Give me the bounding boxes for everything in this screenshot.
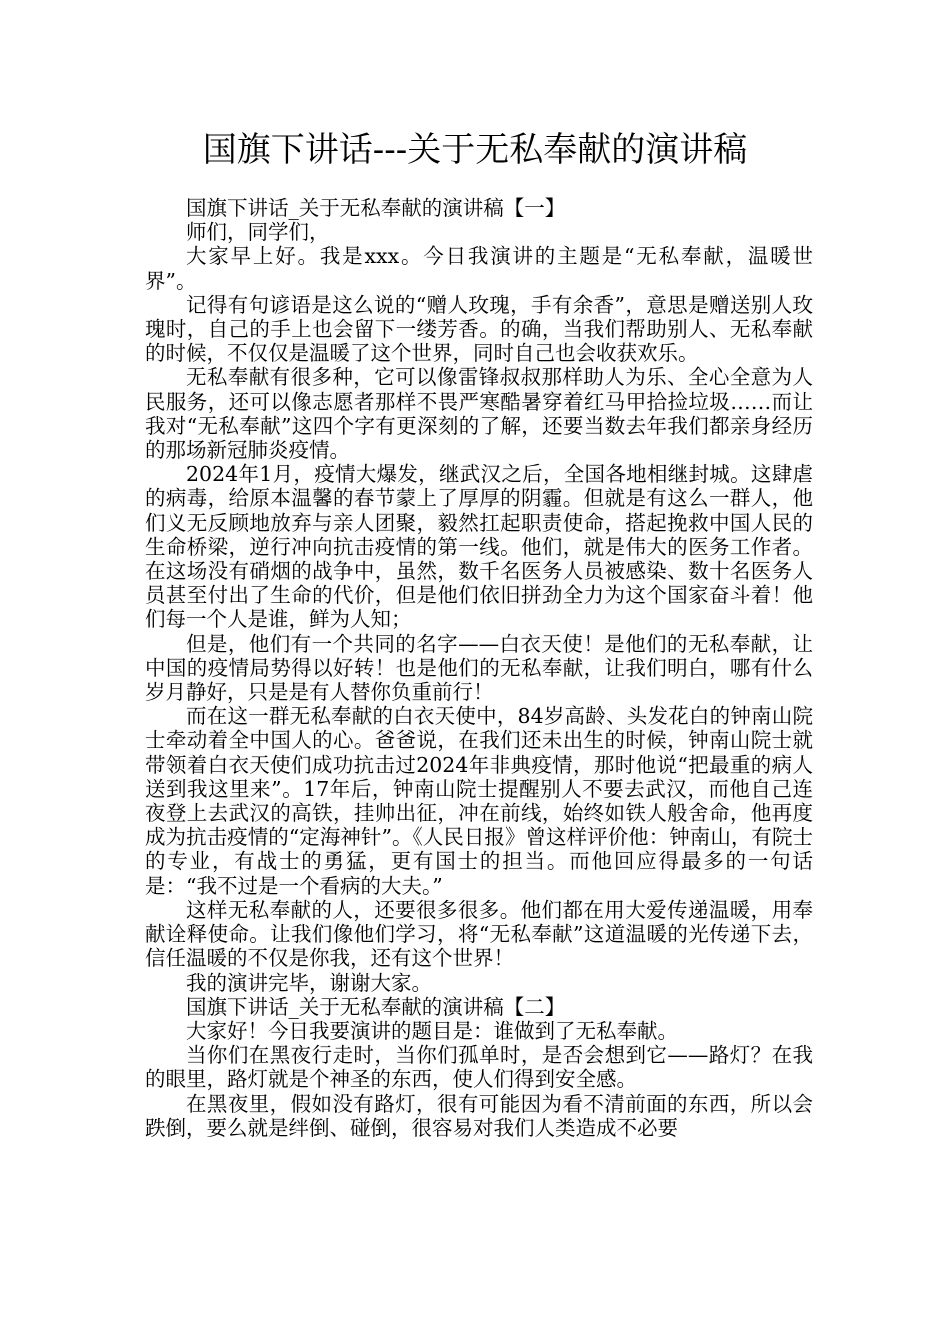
paragraph: 我的演讲完毕，谢谢大家。 <box>186 970 432 995</box>
paragraph: 国旗下讲话_关于无私奉献的演讲稿【一】 <box>186 196 566 220</box>
paragraph: 当你们在黑夜行走时，当你们孤单时，是否会想到它——路灯？在我的眼里，路灯就是个神圣的东西，使人们得到安全感。 <box>145 1043 813 1092</box>
paragraph: 师们，同学们， <box>186 220 330 245</box>
document-body <box>145 196 813 1140</box>
paragraph: 这样无私奉献的人，还要很多很多。他们都在用大爱传递温暖，用奉献诠释使命。让我们像他们学习，将“无私奉献”这道温暖的光传递下去，信任温暖的不仅是你我，还有这个世界！ <box>145 897 813 971</box>
paragraph: 记得有句谚语是这么说的“赠人玫瑰，手有余香”，意思是赠送别人玫瑰时，自己的手上也会留下一缕芳香。的确，当我们帮助别人、无私奉献的时候，不仅仅是温暖了这个世界，同时自己也会收获欢乐。 <box>145 292 813 366</box>
paragraph: 但是，他们有一个共同的名字——白衣天使！是他们的无私奉献，让中国的疫情局势得以好转！也是他们的无私奉献，让我们明白，哪有什么岁月静好，只是是有人替你负重前行！ <box>145 631 813 705</box>
paragraph: 无私奉献有很多种，它可以像雷锋叔叔那样助人为乐、全心全意为人民服务，还可以像志愿者那样不畏严寒酷暑穿着红马甲拾捡垃圾……而让我对“无私奉献”这四个字有更深刻的了解，还要当数去年我们都亲身经历的那场新冠肺炎疫情。 <box>145 365 813 463</box>
paragraph: 大家早上好。我是xxx。今日我演讲的主题是“无私奉献，温暖世界”。 <box>145 244 813 293</box>
paragraph: 在黑夜里，假如没有路灯，很有可能因为看不清前面的东西，所以会跌倒，要么就是绊倒、碰倒，很容易对我们人类造成不必要 <box>145 1091 813 1140</box>
document-title: 国旗下讲话---关于无私奉献的演讲稿 <box>202 130 748 170</box>
paragraph: 2024年1月，疫情大爆发，继武汉之后，全国各地相继封城。这肆虐的病毒，给原本温馨的春节蒙上了厚厚的阴霾。但就是有这么一群人，他们义无反顾地放弃与亲人团聚，毅然扛起职责使命，搭起挽救中国人民的生命桥梁，逆行冲向抗击疫情的第一线。他们，就是伟大的医务工作者。在这场没有硝烟的战争中，虽然，数千名医务人员被感染、数十名医务人员甚至付出了生命的代价，但是他们依旧拼劲全力为这个国家奋斗着！他们每一个人是谁，鲜为人知； <box>145 462 813 632</box>
paragraph: 而在这一群无私奉献的白衣天使中，84岁高龄、头发花白的钟南山院士牵动着全中国人的心。爸爸说，在我们还未出生的时候，钟南山院士就带领着白衣天使们成功抗击过2024年非典疫情，那时他说“把最重的病人送到我这里来”。17年后，钟南山院士提醒别人不要去武汉，而他自己连夜登上去武汉的高铁，挂帅出征，冲在前线，始终如铁人般舍命，他再度成为抗击疫情的“定海神针”。《人民日报》曾这样评价他：钟南山，有院士的专业，有战士的勇猛，更有国士的担当。而他回应得最多的一句话是：“我不过是一个看病的大夫。” <box>145 704 813 898</box>
paragraph: 大家好！今日我要演讲的题目是：谁做到了无私奉献。 <box>186 1018 678 1043</box>
paragraph: 国旗下讲话_关于无私奉献的演讲稿【二】 <box>186 994 566 1019</box>
